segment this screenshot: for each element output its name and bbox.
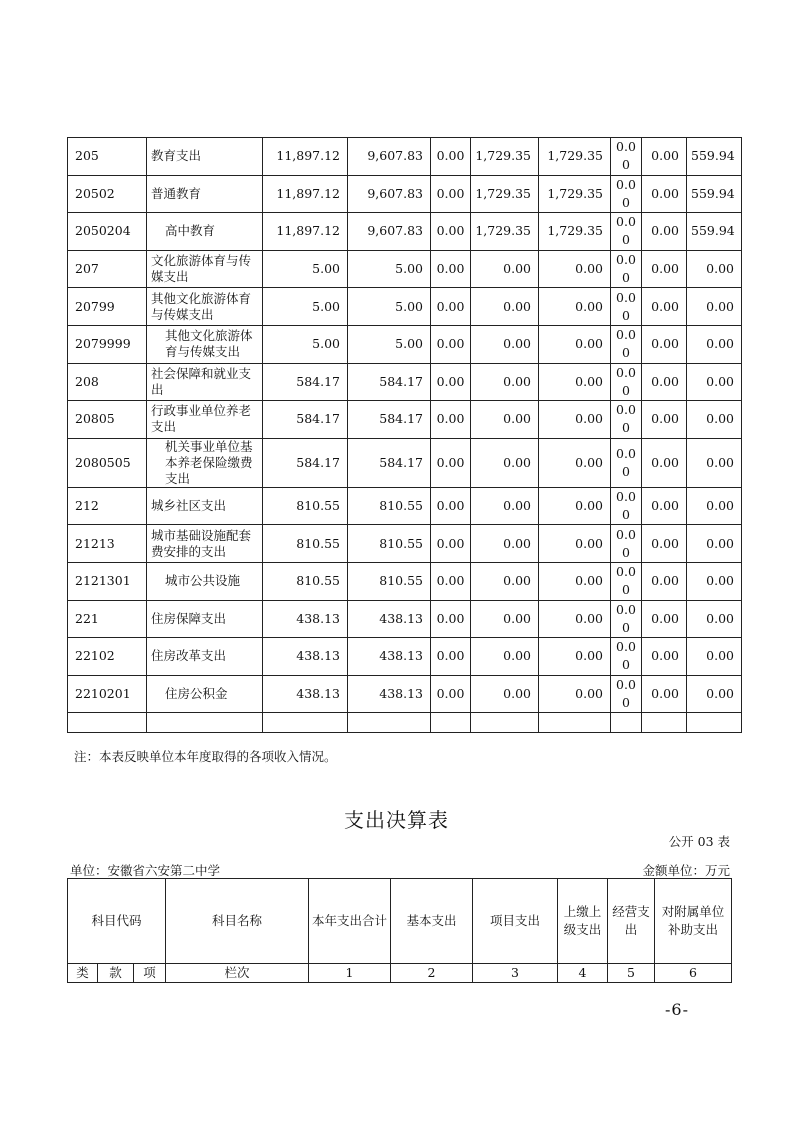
cell-c8: 0.00 bbox=[687, 562, 742, 600]
cell-c6: 0.00 bbox=[611, 438, 642, 487]
cell-c5: 0.00 bbox=[539, 401, 611, 439]
header-business: 经营支出 bbox=[608, 879, 655, 964]
table-row bbox=[68, 600, 742, 638]
cell-project: 0.00 bbox=[471, 525, 539, 563]
sub-n3: 3 bbox=[473, 964, 558, 983]
unit-label: 单位：安徽省六安第二中学 bbox=[70, 863, 221, 878]
cell-c7: 0.00 bbox=[642, 250, 687, 288]
cell-name: 普通教育 bbox=[147, 175, 263, 213]
cell-c5: 0.00 bbox=[539, 562, 611, 600]
cell-c3: 0.00 bbox=[431, 562, 471, 600]
cell-c6: 0.00 bbox=[611, 138, 642, 176]
cell-basic: 810.55 bbox=[348, 487, 431, 525]
cell-project: 1,729.35 bbox=[471, 213, 539, 251]
cell-name: 住房改革支出 bbox=[147, 638, 263, 676]
cell-name: 住房保障支出 bbox=[147, 600, 263, 638]
cell-total: 584.17 bbox=[263, 438, 348, 487]
cell-project: 0.00 bbox=[471, 250, 539, 288]
cell-total: 5.00 bbox=[263, 250, 348, 288]
cell-total: 11,897.12 bbox=[263, 175, 348, 213]
cell-c6: 0.00 bbox=[611, 600, 642, 638]
empty-cell bbox=[611, 713, 642, 733]
cell-code: 2050204 bbox=[68, 213, 147, 251]
cell-code: 212 bbox=[68, 487, 147, 525]
table-note: 注：本表反映单位本年度取得的各项收入情况。 bbox=[74, 749, 337, 764]
empty-cell bbox=[431, 713, 471, 733]
cell-c6: 0.00 bbox=[611, 401, 642, 439]
table-row bbox=[68, 213, 742, 251]
revenue-table-continued bbox=[67, 137, 742, 733]
cell-code: 208 bbox=[68, 363, 147, 401]
header-project: 项目支出 bbox=[473, 879, 558, 964]
cell-c7: 0.00 bbox=[642, 325, 687, 363]
cell-name: 教育支出 bbox=[147, 138, 263, 176]
empty-cell bbox=[687, 713, 742, 733]
cell-c6: 0.00 bbox=[611, 288, 642, 326]
cell-basic: 9,607.83 bbox=[348, 138, 431, 176]
cell-total: 5.00 bbox=[263, 288, 348, 326]
cell-c6: 0.00 bbox=[611, 525, 642, 563]
cell-c5: 1,729.35 bbox=[539, 175, 611, 213]
cell-c8: 0.00 bbox=[687, 401, 742, 439]
empty-cell bbox=[263, 713, 348, 733]
cell-project: 1,729.35 bbox=[471, 175, 539, 213]
cell-name: 城市公共设施 bbox=[147, 562, 263, 600]
cell-c3: 0.00 bbox=[431, 675, 471, 713]
empty-cell bbox=[471, 713, 539, 733]
cell-c8: 559.94 bbox=[687, 138, 742, 176]
cell-c7: 0.00 bbox=[642, 638, 687, 676]
cell-code: 2210201 bbox=[68, 675, 147, 713]
header-upper: 上缴上级支出 bbox=[558, 879, 608, 964]
cell-basic: 810.55 bbox=[348, 525, 431, 563]
cell-code: 20799 bbox=[68, 288, 147, 326]
table-row bbox=[68, 288, 742, 326]
cell-c8: 0.00 bbox=[687, 325, 742, 363]
page-number: -6- bbox=[665, 1000, 689, 1019]
cell-total: 810.55 bbox=[263, 562, 348, 600]
cell-basic: 584.17 bbox=[348, 401, 431, 439]
cell-c8: 0.00 bbox=[687, 487, 742, 525]
cell-c7: 0.00 bbox=[642, 138, 687, 176]
cell-total: 584.17 bbox=[263, 363, 348, 401]
header-code: 科目代码 bbox=[68, 879, 166, 964]
cell-c5: 0.00 bbox=[539, 438, 611, 487]
cell-project: 0.00 bbox=[471, 438, 539, 487]
header-row bbox=[68, 879, 732, 964]
cell-basic: 438.13 bbox=[348, 675, 431, 713]
table-row bbox=[68, 675, 742, 713]
cell-c6: 0.00 bbox=[611, 325, 642, 363]
cell-c8: 0.00 bbox=[687, 288, 742, 326]
cell-c3: 0.00 bbox=[431, 438, 471, 487]
cell-project: 0.00 bbox=[471, 562, 539, 600]
cell-code: 2121301 bbox=[68, 562, 147, 600]
cell-name: 行政事业单位养老支出 bbox=[147, 401, 263, 439]
cell-c5: 0.00 bbox=[539, 600, 611, 638]
cell-c5: 1,729.35 bbox=[539, 213, 611, 251]
money-unit-label: 金额单位：万元 bbox=[642, 863, 730, 878]
cell-c7: 0.00 bbox=[642, 562, 687, 600]
cell-c5: 0.00 bbox=[539, 638, 611, 676]
table-row bbox=[68, 175, 742, 213]
cell-c5: 0.00 bbox=[539, 363, 611, 401]
cell-c8: 0.00 bbox=[687, 438, 742, 487]
table-row bbox=[68, 250, 742, 288]
cell-basic: 584.17 bbox=[348, 363, 431, 401]
cell-c5: 1,729.35 bbox=[539, 138, 611, 176]
cell-project: 0.00 bbox=[471, 325, 539, 363]
cell-basic: 438.13 bbox=[348, 638, 431, 676]
sub-n6: 6 bbox=[655, 964, 732, 983]
cell-c6: 0.00 bbox=[611, 250, 642, 288]
column-index-row bbox=[68, 964, 732, 983]
cell-name: 社会保障和就业支出 bbox=[147, 363, 263, 401]
cell-name: 文化旅游体育与传媒支出 bbox=[147, 250, 263, 288]
cell-c8: 0.00 bbox=[687, 675, 742, 713]
cell-code: 21213 bbox=[68, 525, 147, 563]
cell-total: 438.13 bbox=[263, 600, 348, 638]
cell-name: 机关事业单位基本养老保险缴费支出 bbox=[147, 438, 263, 487]
cell-c7: 0.00 bbox=[642, 487, 687, 525]
cell-c3: 0.00 bbox=[431, 213, 471, 251]
sub-n5: 5 bbox=[608, 964, 655, 983]
header-name: 科目名称 bbox=[166, 879, 309, 964]
sub-xiang: 项 bbox=[134, 964, 166, 983]
cell-basic: 9,607.83 bbox=[348, 213, 431, 251]
cell-total: 11,897.12 bbox=[263, 213, 348, 251]
cell-total: 438.13 bbox=[263, 675, 348, 713]
cell-c3: 0.00 bbox=[431, 250, 471, 288]
table-row bbox=[68, 638, 742, 676]
cell-code: 22102 bbox=[68, 638, 147, 676]
cell-project: 1,729.35 bbox=[471, 138, 539, 176]
cell-name: 城乡社区支出 bbox=[147, 487, 263, 525]
cell-code: 221 bbox=[68, 600, 147, 638]
cell-c3: 0.00 bbox=[431, 175, 471, 213]
cell-c5: 0.00 bbox=[539, 288, 611, 326]
cell-c3: 0.00 bbox=[431, 363, 471, 401]
header-subsidy: 对附属单位补助支出 bbox=[655, 879, 732, 964]
cell-c7: 0.00 bbox=[642, 213, 687, 251]
cell-c3: 0.00 bbox=[431, 138, 471, 176]
cell-c3: 0.00 bbox=[431, 487, 471, 525]
sub-n4: 4 bbox=[558, 964, 608, 983]
form-number: 公开 03 表 bbox=[668, 834, 730, 849]
cell-name: 城市基础设施配套费安排的支出 bbox=[147, 525, 263, 563]
cell-name: 其他文化旅游体育与传媒支出 bbox=[147, 288, 263, 326]
header-total: 本年支出合计 bbox=[309, 879, 391, 964]
cell-c5: 0.00 bbox=[539, 487, 611, 525]
cell-c7: 0.00 bbox=[642, 675, 687, 713]
cell-c3: 0.00 bbox=[431, 288, 471, 326]
cell-project: 0.00 bbox=[471, 363, 539, 401]
cell-c5: 0.00 bbox=[539, 250, 611, 288]
cell-code: 205 bbox=[68, 138, 147, 176]
sub-lanci: 栏次 bbox=[166, 964, 309, 983]
cell-c3: 0.00 bbox=[431, 525, 471, 563]
table-row bbox=[68, 525, 742, 563]
cell-c3: 0.00 bbox=[431, 638, 471, 676]
cell-c8: 0.00 bbox=[687, 525, 742, 563]
cell-total: 810.55 bbox=[263, 487, 348, 525]
empty-cell bbox=[68, 713, 147, 733]
cell-name: 住房公积金 bbox=[147, 675, 263, 713]
cell-c6: 0.00 bbox=[611, 175, 642, 213]
cell-name: 其他文化旅游体育与传媒支出 bbox=[147, 325, 263, 363]
table-row bbox=[68, 487, 742, 525]
cell-c8: 559.94 bbox=[687, 175, 742, 213]
cell-c3: 0.00 bbox=[431, 325, 471, 363]
empty-cell bbox=[539, 713, 611, 733]
cell-c6: 0.00 bbox=[611, 638, 642, 676]
cell-name: 高中教育 bbox=[147, 213, 263, 251]
cell-c5: 0.00 bbox=[539, 325, 611, 363]
cell-project: 0.00 bbox=[471, 288, 539, 326]
cell-code: 2079999 bbox=[68, 325, 147, 363]
cell-code: 2080505 bbox=[68, 438, 147, 487]
cell-basic: 438.13 bbox=[348, 600, 431, 638]
table-row bbox=[68, 562, 742, 600]
cell-c5: 0.00 bbox=[539, 525, 611, 563]
cell-c6: 0.00 bbox=[611, 562, 642, 600]
cell-c7: 0.00 bbox=[642, 288, 687, 326]
cell-basic: 5.00 bbox=[348, 288, 431, 326]
table-row bbox=[68, 438, 742, 487]
header-basic: 基本支出 bbox=[391, 879, 473, 964]
cell-project: 0.00 bbox=[471, 487, 539, 525]
table-row bbox=[68, 138, 742, 176]
cell-c8: 0.00 bbox=[687, 638, 742, 676]
cell-c8: 0.00 bbox=[687, 600, 742, 638]
cell-c6: 0.00 bbox=[611, 675, 642, 713]
cell-total: 11,897.12 bbox=[263, 138, 348, 176]
cell-c7: 0.00 bbox=[642, 401, 687, 439]
cell-project: 0.00 bbox=[471, 675, 539, 713]
cell-c3: 0.00 bbox=[431, 401, 471, 439]
sub-n2: 2 bbox=[391, 964, 473, 983]
cell-total: 5.00 bbox=[263, 325, 348, 363]
empty-cell bbox=[147, 713, 263, 733]
sub-lei: 类 bbox=[68, 964, 98, 983]
cell-total: 438.13 bbox=[263, 638, 348, 676]
cell-total: 584.17 bbox=[263, 401, 348, 439]
cell-basic: 9,607.83 bbox=[348, 175, 431, 213]
empty-cell bbox=[642, 713, 687, 733]
cell-project: 0.00 bbox=[471, 638, 539, 676]
cell-project: 0.00 bbox=[471, 600, 539, 638]
table-row bbox=[68, 363, 742, 401]
table-row bbox=[68, 401, 742, 439]
cell-c5: 0.00 bbox=[539, 675, 611, 713]
expenditure-table-header bbox=[67, 878, 732, 983]
cell-c7: 0.00 bbox=[642, 600, 687, 638]
table-row bbox=[68, 325, 742, 363]
page-title: 支出决算表 bbox=[344, 808, 449, 832]
cell-total: 810.55 bbox=[263, 525, 348, 563]
cell-c7: 0.00 bbox=[642, 363, 687, 401]
empty-row bbox=[68, 713, 742, 733]
cell-basic: 5.00 bbox=[348, 325, 431, 363]
empty-cell bbox=[348, 713, 431, 733]
cell-c6: 0.00 bbox=[611, 213, 642, 251]
cell-c7: 0.00 bbox=[642, 175, 687, 213]
sub-kuan: 款 bbox=[98, 964, 134, 983]
cell-c6: 0.00 bbox=[611, 487, 642, 525]
cell-c8: 0.00 bbox=[687, 363, 742, 401]
cell-c7: 0.00 bbox=[642, 438, 687, 487]
cell-basic: 5.00 bbox=[348, 250, 431, 288]
cell-c6: 0.00 bbox=[611, 363, 642, 401]
cell-code: 207 bbox=[68, 250, 147, 288]
sub-n1: 1 bbox=[309, 964, 391, 983]
cell-c3: 0.00 bbox=[431, 600, 471, 638]
cell-c8: 559.94 bbox=[687, 213, 742, 251]
cell-basic: 810.55 bbox=[348, 562, 431, 600]
cell-code: 20805 bbox=[68, 401, 147, 439]
cell-basic: 584.17 bbox=[348, 438, 431, 487]
cell-code: 20502 bbox=[68, 175, 147, 213]
cell-c7: 0.00 bbox=[642, 525, 687, 563]
cell-project: 0.00 bbox=[471, 401, 539, 439]
cell-c8: 0.00 bbox=[687, 250, 742, 288]
